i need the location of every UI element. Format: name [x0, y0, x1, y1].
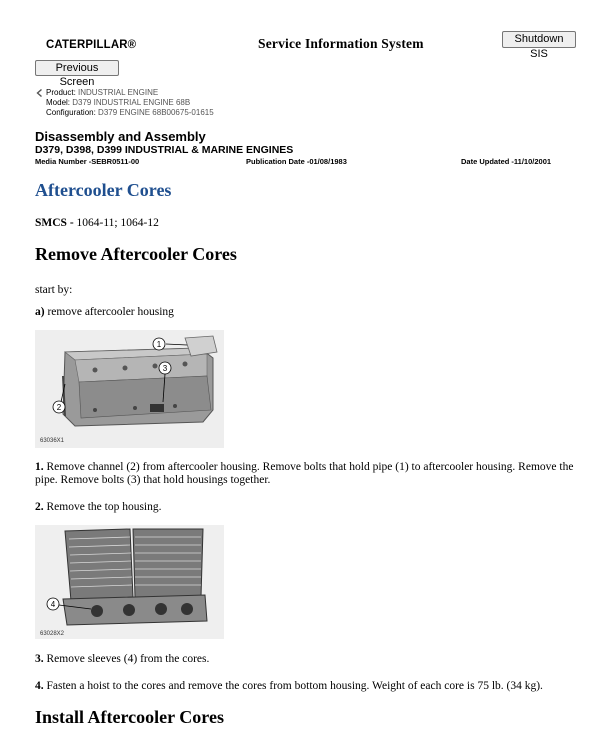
step-4-text: Fasten a hoist to the cores and remove the cores from bottom housing. Weight of each core is 75 lb. (34 kg).	[43, 680, 543, 692]
publication-date: Publication Date -01/08/1983	[246, 157, 347, 166]
prerequisite-a	[35, 306, 575, 319]
chevron-left-icon[interactable]	[36, 89, 43, 97]
start-by-text: start by:	[35, 284, 73, 296]
callout-3: 3	[162, 364, 168, 373]
figure-aftercooler-housing	[35, 330, 224, 448]
remove-heading: Remove Aftercooler Cores	[35, 244, 237, 264]
section-title: Disassembly and Assembly	[35, 129, 206, 144]
step-4-label: 4.	[35, 680, 44, 692]
step-4	[35, 680, 575, 693]
step-1	[35, 461, 575, 487]
shutdown-sis-button[interactable]: Shutdown SIS	[502, 31, 576, 48]
product-label: Product:	[46, 88, 76, 97]
product-line	[36, 88, 214, 98]
figure-1-id: 63036X1	[40, 438, 65, 444]
aftercooler-cores-image	[35, 525, 224, 639]
prerequisite-a-text: remove aftercooler housing	[44, 306, 174, 318]
smcs-value: 1064-11; 1064-12	[73, 217, 159, 229]
step-3-label: 3.	[35, 653, 44, 665]
callout-4: 4	[50, 600, 56, 609]
product-value: INDUSTRIAL ENGINE	[78, 88, 159, 97]
figure-aftercooler-cores	[35, 525, 224, 639]
caterpillar-logo: CATERPILLAR®	[46, 37, 137, 51]
configuration-value: D379 ENGINE 68B00675-01615	[98, 108, 214, 117]
system-title: Service Information System	[258, 36, 424, 51]
smcs-line	[35, 217, 159, 229]
step-2-label: 2.	[35, 501, 44, 513]
date-updated: Date Updated -11/10/2001	[461, 157, 552, 166]
install-heading: Install Aftercooler Cores	[35, 707, 224, 727]
step-2	[35, 501, 575, 514]
step-1-label: 1.	[35, 461, 44, 473]
prerequisite-a-label: a)	[35, 306, 45, 318]
product-info	[36, 88, 214, 118]
callout-2: 2	[56, 403, 62, 412]
previous-screen-button[interactable]: Previous Screen	[35, 60, 119, 76]
step-1-text: Remove channel (2) from aftercooler housing. Remove bolts that hold pipe (1) to aftercooler housing. Remove the pipe. Remove bolts (3) that hold housings together.	[35, 461, 574, 486]
aftercooler-housing-image	[35, 330, 224, 448]
step-2-text: Remove the top housing.	[43, 501, 162, 513]
smcs-label: SMCS -	[35, 217, 74, 229]
model-label: Model:	[46, 98, 71, 107]
media-number: Media Number -SEBR0511-00	[35, 157, 140, 166]
topic-title: Aftercooler Cores	[35, 180, 172, 200]
model-line	[36, 98, 214, 108]
configuration-line	[36, 108, 214, 118]
step-3	[35, 653, 575, 666]
step-3-text: Remove sleeves (4) from the cores.	[43, 653, 210, 665]
model-value: D379 INDUSTRIAL ENGINE 68B	[72, 98, 191, 107]
engine-models: D379, D398, D399 INDUSTRIAL & MARINE ENGINES	[35, 144, 294, 156]
configuration-label: Configuration:	[46, 108, 96, 117]
figure-2-id: 63028X2	[40, 631, 65, 637]
callout-1: 1	[156, 340, 162, 349]
